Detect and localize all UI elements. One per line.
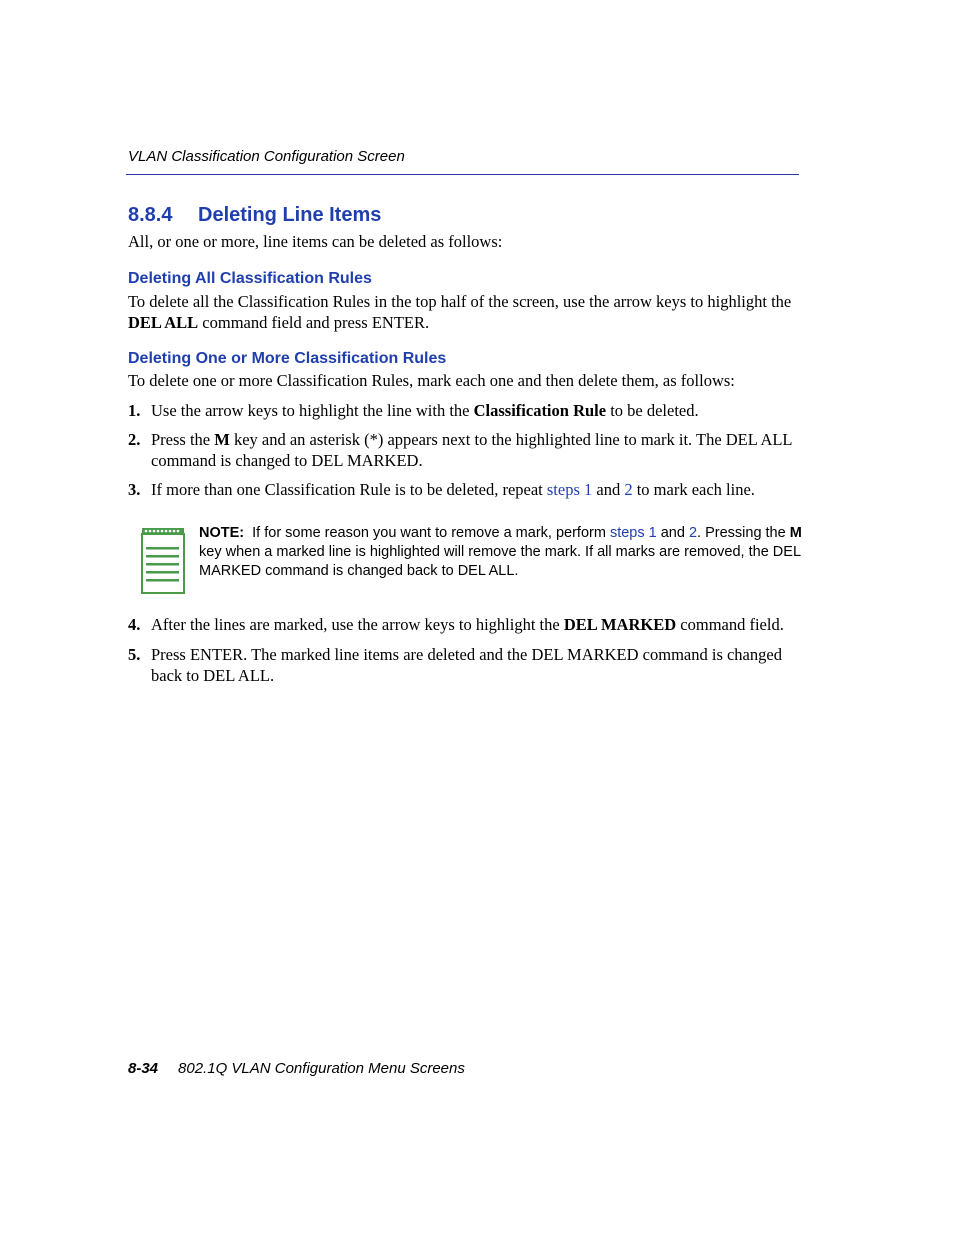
notepad-icon <box>140 527 186 595</box>
step-text: and <box>592 480 625 499</box>
link-steps-1[interactable]: steps 1 <box>546 480 593 499</box>
step-bold-term: DEL MARKED <box>563 615 677 634</box>
step-number: 3. <box>128 480 141 499</box>
section-number: 8.8.4 <box>128 204 173 226</box>
note-text-c: key when a marked line is highlighted will remove the mark. If all marks are removed, the DEL MARKED command is changed back to DEL ALL. <box>199 544 801 579</box>
subhead-delete-some: Deleting One or More Classification Rules <box>128 350 447 367</box>
step-4 <box>128 614 808 635</box>
step-5 <box>128 644 808 686</box>
step-2 <box>128 429 808 471</box>
page-footer <box>128 1060 465 1077</box>
subhead-delete-all: Deleting All Classification Rules <box>128 270 372 287</box>
step-text: command field. <box>676 615 784 634</box>
step-number: 1. <box>128 401 141 420</box>
step-number: 4. <box>128 615 141 634</box>
step-text: key and an asterisk (*) appears next to the highlighted line to mark it. The DEL ALL command is changed to DEL MARKED. <box>151 430 792 470</box>
running-header: VLAN Classification Configuration Screen <box>128 148 405 165</box>
footer-title: 802.1Q VLAN Configuration Menu Screens <box>178 1060 465 1077</box>
note-link-steps-1[interactable]: steps 1 <box>609 525 657 541</box>
step-number: 5. <box>128 645 141 664</box>
intro-paragraph: All, or one or more, line items can be deleted as follows: <box>128 232 503 251</box>
note-link-step-2[interactable]: 2 <box>688 525 698 541</box>
section-title-text: Deleting Line Items <box>198 204 382 226</box>
header-rule <box>126 174 799 175</box>
step-text: If more than one Classification Rule is to be deleted, repeat <box>151 480 547 499</box>
step-bold-term: M <box>214 430 230 449</box>
note-text-mid: and <box>656 525 689 541</box>
delete-all-paragraph <box>128 291 808 333</box>
page-number: 8-34 <box>128 1060 159 1077</box>
step-text: to be deleted. <box>606 401 699 420</box>
step-text: Press the <box>151 430 215 449</box>
step-bold-term: Classification Rule <box>473 401 607 420</box>
step-text: to mark each line. <box>632 480 755 499</box>
step-text: Use the arrow keys to highlight the line with the <box>151 401 474 420</box>
note-text <box>199 524 804 581</box>
step-text: After the lines are marked, use the arrow keys to highlight the <box>151 615 564 634</box>
note-bold-term: M <box>789 525 802 541</box>
step-text: Press ENTER. The marked line items are deleted and the DEL MARKED command is changed back to DEL ALL. <box>151 645 782 685</box>
note-text-a: If for some reason you want to remove a mark, perform <box>252 525 610 541</box>
link-step-2[interactable]: 2 <box>624 480 633 499</box>
section-title <box>128 204 381 227</box>
note-text-b: . Pressing the <box>697 525 790 541</box>
delete-all-text-a: To delete all the Classification Rules in the top half of the screen, use the arrow keys to highlight the <box>128 292 792 311</box>
step-3 <box>128 479 808 500</box>
del-all-term: DEL ALL <box>128 313 199 332</box>
delete-all-text-b: command field and press ENTER. <box>198 313 430 332</box>
step-number: 2. <box>128 430 141 449</box>
step-1 <box>128 400 808 421</box>
note-label: NOTE: <box>199 525 245 541</box>
delete-some-intro: To delete one or more Classification Rules, mark each one and then delete them, as follows: <box>128 371 735 390</box>
